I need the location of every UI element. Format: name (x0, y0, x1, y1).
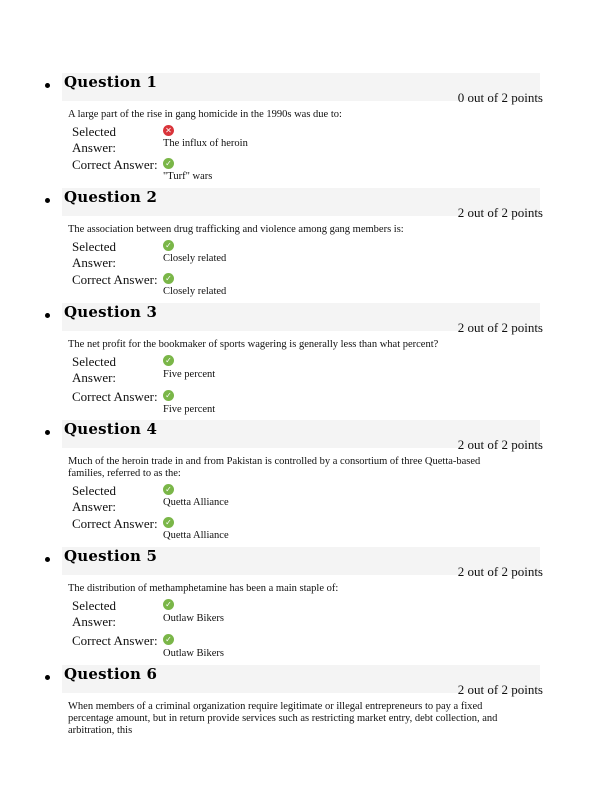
selected-answer-value: Quetta Alliance (163, 497, 229, 508)
question-title: Question 6 (64, 665, 158, 683)
question-title: Question 2 (64, 188, 158, 206)
question-text: Much of the heroin trade in and from Pakistan is controlled by a consortium of three Quetta-based families, referred to as the: (68, 456, 481, 479)
correct-icon: ✓ (163, 158, 174, 169)
selected-answer-label: Selected Answer: (72, 124, 117, 155)
bullet (45, 430, 50, 435)
incorrect-icon: ✕ (163, 125, 174, 136)
correct-icon: ✓ (163, 355, 174, 366)
question-title: Question 4 (64, 420, 158, 438)
question-title: Question 5 (64, 547, 158, 565)
selected-answer-value: Closely related (163, 253, 227, 264)
bullet (45, 557, 50, 562)
correct-answer-value: Outlaw Bikers (163, 648, 224, 659)
correct-icon: ✓ (163, 517, 174, 528)
correct-answer-label: Correct Answer: (72, 157, 158, 172)
question-text: The association between drug trafficking and violence among gang members is: (68, 224, 404, 235)
question-title: Question 3 (64, 303, 158, 321)
selected-answer-value: Outlaw Bikers (163, 613, 224, 624)
bullet (45, 313, 50, 318)
correct-answer-value: Quetta Alliance (163, 530, 229, 541)
correct-icon: ✓ (163, 634, 174, 645)
question-title: Question 1 (64, 73, 158, 91)
correct-answer-value: "Turf" wars (163, 171, 213, 182)
question-points: 2 out of 2 points (457, 205, 543, 220)
question-text: The net profit for the bookmaker of sports wagering is generally less than what percent? (68, 339, 439, 350)
selected-answer-value: The influx of heroin (163, 138, 248, 149)
bullet (45, 198, 50, 203)
question-text: A large part of the rise in gang homicide in the 1990s was due to: (68, 109, 342, 120)
correct-icon: ✓ (163, 599, 174, 610)
correct-icon: ✓ (163, 240, 174, 251)
bullet (45, 675, 50, 680)
question-text: When members of a criminal organization require legitimate or illegal entrepreneurs to pay a fixed percentage amount, but in return provide services such as restricting market entry, debt collection, and arbitration, this (68, 701, 498, 736)
bullet (45, 83, 50, 88)
question-points: 0 out of 2 points (457, 90, 543, 105)
question-points: 2 out of 2 points (457, 682, 543, 697)
correct-answer-label: Correct Answer: (72, 516, 158, 531)
selected-answer-label: Selected Answer: (72, 354, 117, 385)
selected-answer-label: Selected Answer: (72, 239, 117, 270)
correct-answer-label: Correct Answer: (72, 272, 158, 287)
selected-answer-label: Selected Answer: (72, 483, 117, 514)
question-points: 2 out of 2 points (457, 437, 543, 452)
question-points: 2 out of 2 points (457, 320, 543, 335)
selected-answer-label: Selected Answer: (72, 598, 117, 629)
correct-icon: ✓ (163, 484, 174, 495)
correct-answer-value: Five percent (163, 404, 216, 415)
question-text: The distribution of methamphetamine has been a main staple of: (68, 583, 339, 594)
correct-answer-label: Correct Answer: (72, 389, 158, 404)
correct-icon: ✓ (163, 273, 174, 284)
question-points: 2 out of 2 points (457, 564, 543, 579)
correct-answer-value: Closely related (163, 286, 227, 297)
correct-answer-label: Correct Answer: (72, 633, 158, 648)
selected-answer-value: Five percent (163, 369, 216, 380)
correct-icon: ✓ (163, 390, 174, 401)
